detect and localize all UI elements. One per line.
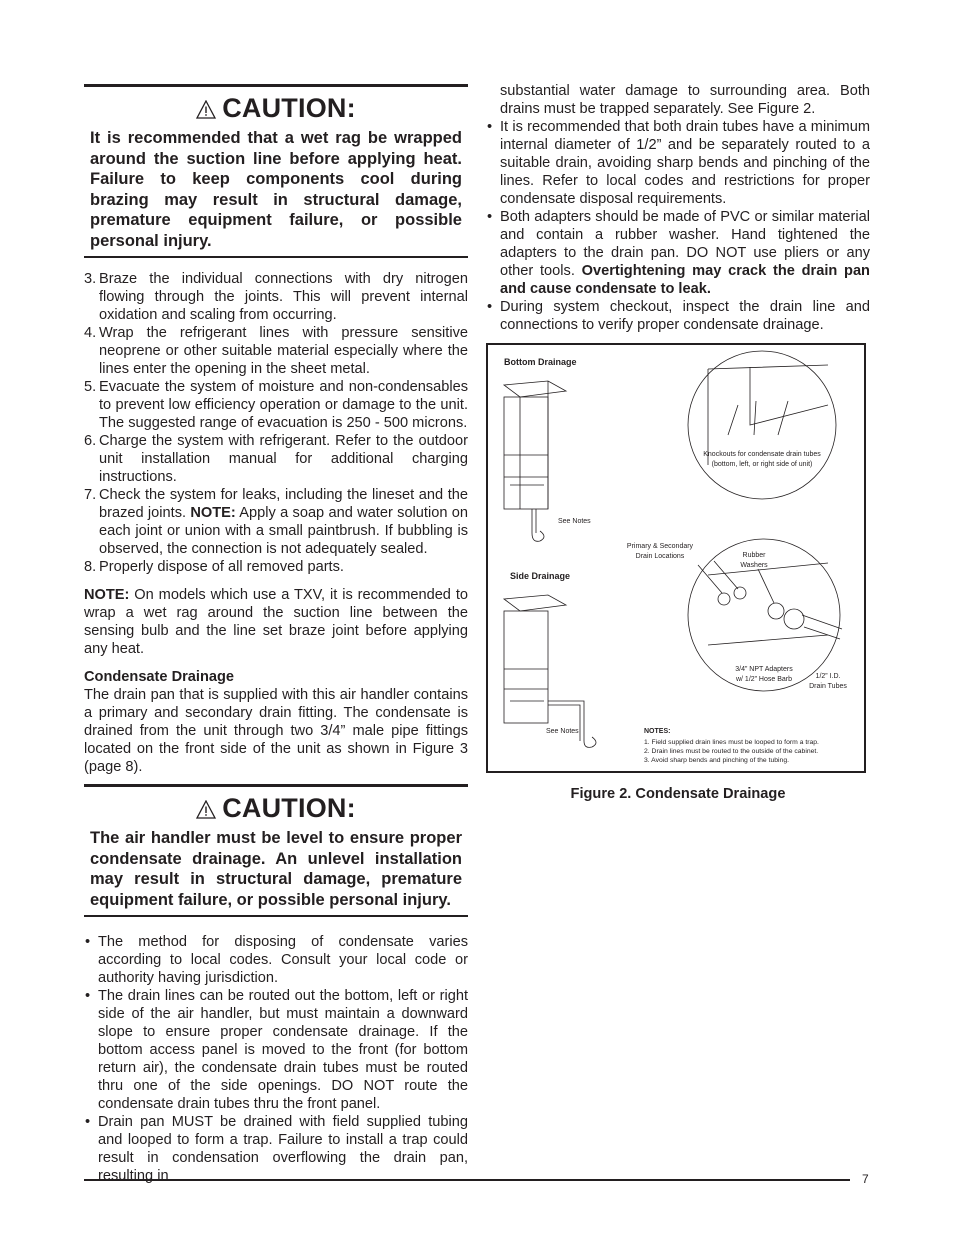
continuation-text: substantial water damage to surrounding area. Both drains must be trapped separately. See Figure 2. [500, 83, 870, 117]
list-item: 3. Braze the individual connections with dry nitrogen flowing through the joints. This will prevent internal oxidation and scaling from occurring. [84, 271, 468, 323]
npt-adapters-label: 3/4” NPT Adapters [735, 666, 793, 673]
drain-bullets [486, 118, 870, 334]
drain-tubes-label: Drain Tubes [809, 683, 847, 690]
hose-barb-label: w/ 1/2” Hose Barb [735, 676, 793, 683]
notes-title: NOTES: [644, 728, 671, 735]
rubber-label: Rubber [742, 552, 766, 559]
left-column [84, 84, 468, 1185]
list-item: 7. Check the system for leaks, including the lineset and the brazed joints. NOTE: Apply a soap and water solution on each joint or union with a small paintbrush. If bubbling is observed, the connection is not adequately sealed. [84, 487, 468, 557]
washers-label: Washers [740, 562, 768, 569]
see-notes-label: See Notes [558, 518, 591, 525]
caution-title: CAUTION: [90, 91, 462, 125]
bottom-drainage-label: Bottom Drainage [504, 357, 577, 367]
list-item: 8. Properly dispose of all removed parts. [84, 559, 344, 575]
page-number: 7 [862, 1172, 869, 1186]
list-item: • The method for disposing of condensate varies according to local codes. Consult your local code or authority having jurisdiction. [84, 933, 468, 987]
list-item: • Drain pan MUST be drained with field supplied tubing and looped to form a trap. Failure to install a trap could result in condensation overflowing the drain pan, resulting in [84, 1113, 468, 1185]
drainage-illustration [488, 345, 864, 771]
list-item: 6. Charge the system with refrigerant. Refer to the outdoor unit installation manual for additional charging instructions. [84, 433, 468, 485]
caution-box-level [84, 784, 468, 917]
warning-triangle-icon [196, 800, 216, 819]
figure-caption: Figure 2. Condensate Drainage [570, 786, 786, 802]
knockouts-sublabel: (bottom, left, or right side of unit) [711, 461, 813, 468]
drain-locations-label: Drain Locations [635, 553, 685, 560]
note-item: 1. Field supplied drain lines must be looped to form a trap. [644, 739, 819, 746]
list-item: • The drain lines can be routed out the bottom, left or right side of the air handler, but must maintain a downward slope to ensure proper condensate drainage. If the bottom access panel is moved to the front (for bottom return air), the condensate drain tubes must be routed thru one of the side openings. DO NOT route the condensate drain tubes thru the front panel. [84, 987, 468, 1113]
list-item: • It is recommended that both drain tubes have a minimum internal diameter of 1/2” and be separately routed to a suitable drain, avoiding sharp bends and pinching of the lines. Refer to local codes and restrictions for proper condensate disposal requirements. [486, 118, 870, 208]
right-column [486, 82, 870, 334]
note-item: 2. Drain lines must be routed to the outside of the cabinet. [644, 748, 819, 755]
side-drainage-label: Side Drainage [510, 571, 571, 581]
primary-secondary-label: Primary & Secondary [626, 543, 694, 550]
condensate-drainage-figure [486, 343, 866, 773]
txv-note: NOTE: On models which use a TXV, it is recommended to wrap a wet rag around the suction line between the sensing bulb and the line set braze joint before applying any heat. [84, 587, 468, 657]
see-notes-label: See Notes [546, 728, 579, 735]
list-item: • Both adapters should be made of PVC or similar material and contain a rubber washer. Hand tightened the adapters to the drain pan. DO NOT use pliers or any other tools. Overtightening may crack the drain pan and cause condensate to leak. [486, 208, 870, 298]
knockouts-label: Knockouts for condensate drain tubes [703, 451, 821, 458]
warning-triangle-icon [196, 100, 216, 119]
condensate-paragraph: The drain pan that is supplied with this air handler contains a primary and secondary drain fitting. The condensate is drained from the unit through two 3/4” male pipe fittings located on the front side of the unit as shown in Figure 3 (page 8). [84, 687, 468, 775]
list-item: 5. Evacuate the system of moisture and non-condensables to prevent low efficiency operation or damage to the unit. The suggested range of evacuation is 250 - 500 microns. [84, 379, 468, 431]
list-item: 4. Wrap the refrigerant lines with pressure sensitive neoprene or other suitable material especially where the lines enter the opening in the sheet metal. [84, 325, 468, 377]
procedure-steps [84, 270, 468, 576]
condensate-bullets [84, 933, 468, 1185]
caution-title: CAUTION: [90, 791, 462, 825]
caution-body: The air handler must be level to ensure proper condensate drainage. An unlevel installation may result in structural damage, premature equipment failure, or possible personal injury. [90, 829, 462, 909]
note-item: 3. Avoid sharp bends and pinching of the tubing. [644, 757, 789, 764]
list-item: • During system checkout, inspect the drain line and connections to verify proper condensate drainage. [486, 298, 870, 334]
caution-body: It is recommended that a wet rag be wrapped around the suction line before applying heat. Failure to keep components cool during brazing may result in structural damage, premature equipment failure, or possible personal injury. [90, 129, 462, 250]
section-heading-condensate: Condensate Drainage [84, 669, 235, 685]
caution-box-brazing [84, 84, 468, 258]
id-label: 1/2” I.D. [815, 673, 841, 680]
footer-rule [84, 1179, 850, 1181]
